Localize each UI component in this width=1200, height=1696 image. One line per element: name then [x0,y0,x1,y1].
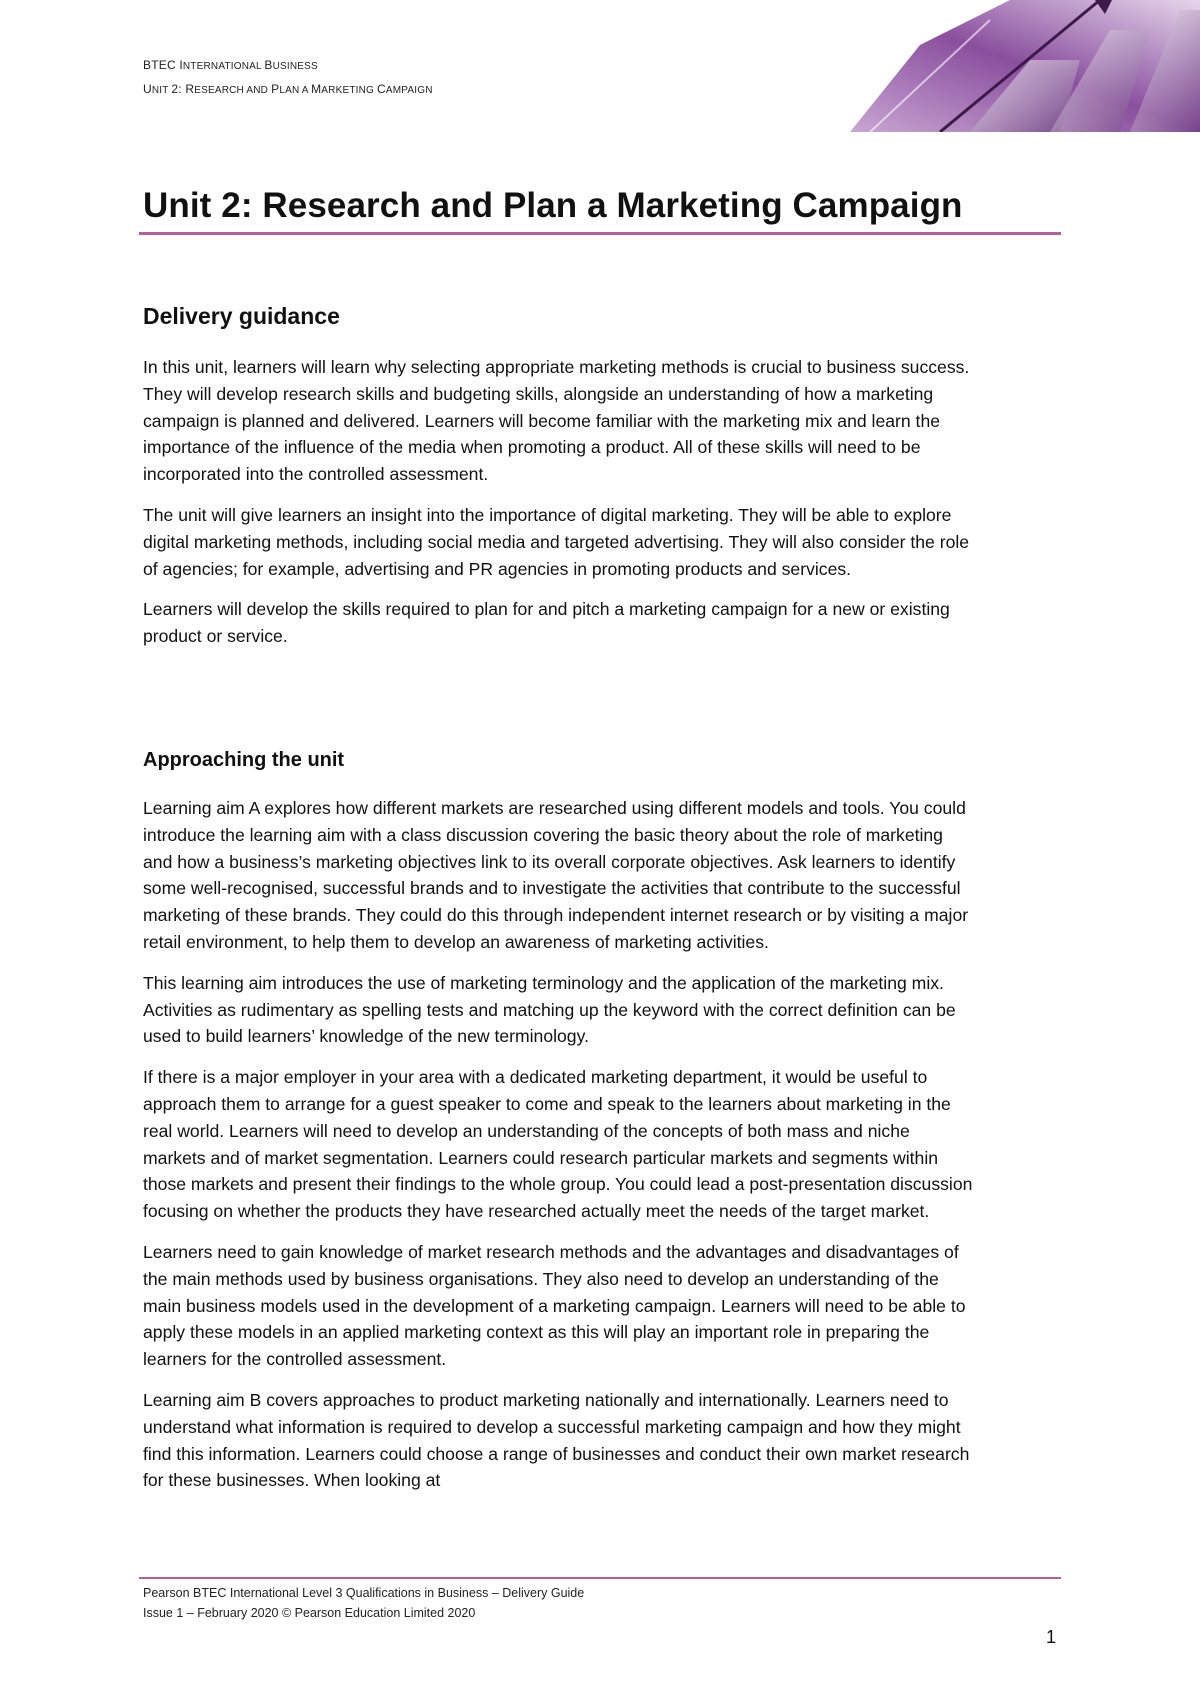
header-part: BTEC [143,58,180,72]
header-part: NTERNATIONAL [182,61,265,72]
header-part: 2: [171,82,186,96]
section-heading-delivery: Delivery guidance [143,303,340,329]
footer-rule [139,1577,1061,1579]
running-header-unit [143,82,433,96]
body-paragraph: Learners need to gain knowledge of market research methods and the advantages and disadvantages of the main methods used by business organisations. They also need to develop an understanding of the main business models used in the development of a marketing campaign. Learners will need to be able to apply these models in an applied marketing context as this will play an important role in preparing the learners for the controlled assessment. [143,1241,966,1370]
header-part: ARKETING [321,85,377,96]
footer-issue: Issue 1 – February 2020 © Pearson Education Limited 2020 [143,1606,476,1620]
delivery-guidance-heading-wrap [143,303,973,330]
header-part: B [264,58,273,72]
header-part: R [185,82,195,96]
page-number: 1 [1046,1627,1057,1647]
approaching-unit-heading-wrap [143,749,973,772]
header-part: U [143,82,152,96]
header-part: NIT [151,85,172,96]
body-paragraph: Learning aim B covers approaches to product marketing nationally and internationally. Learners need to understand what information is required to develop a successful marketing campaign and how they might find this information. Learners could choose a range of businesses and conduct their own market research for these businesses. When looking at [143,1389,970,1491]
header-part: USINESS [272,61,318,72]
header-part: M [311,82,322,96]
approaching-unit-body [143,795,973,1494]
corner-decoration-graphic [850,0,1200,132]
body-paragraph: Learning aim A explores how different markets are researched using different models and tools. You could introduce the learning aim with a class discussion covering the basic theory about the role of marketing and how a business’s marketing objectives link to its overall corporate objectives. Ask learners to identify some well-recognised, successful brands and to investigate the activities that contribute to the successful marketing of these brands. They could do this through independent internet research or by visiting a major retail environment, to help them to develop an awareness of marketing activities. [143,798,969,952]
body-paragraph: In this unit, learners will learn why selecting appropriate marketing methods is crucial to business success. They will develop research skills and budgeting skills, alongside an understanding of how a marketing campaign is planned and delivered. Learners will become familiar with the marketing mix and learn the importance of the influence of the media when promoting a product. All of these skills will need to be incorporated into the controlled assessment. [143,357,970,485]
header-part: LAN A [279,85,312,96]
delivery-guidance-body [143,354,973,650]
header-part: AMPAIGN [385,85,433,96]
section-heading-approach: Approaching the unit [143,749,345,771]
body-paragraph: This learning aim introduces the use of marketing terminology and the application of the marketing mix. Activities as rudimentary as spelling tests and matching up the keyword with the correct definition can be used to build learners’ knowledge of the new terminology. [143,972,956,1047]
title-underline-rule [139,232,1061,235]
header-part: ESEARCH AND [194,85,272,96]
footer-qualification: Pearson BTEC International Level 3 Qualifications in Business – Delivery Guide [143,1586,585,1600]
running-header-series [143,58,318,72]
header-part: I [179,58,183,72]
body-paragraph: Learners will develop the skills required to plan for and pitch a marketing campaign for a new or existing product or service. [143,599,950,647]
body-paragraph: The unit will give learners an insight into the importance of digital marketing. They will be able to explore digital marketing methods, including social media and targeted advertising. They will also consider the role of agencies; for example, advertising and PR agencies in promoting products and services. [143,504,970,579]
body-paragraph: If there is a major employer in your area with a dedicated marketing department, it would be useful to approach them to arrange for a guest speaker to come and speak to the learners about marketing in the real world. Learners will need to develop an understanding of the concepts of both mass and niche markets and of market segmentation. Learners could research particular markets and segments within those markets and present their findings to the whole group. You could lead a post-presentation discussion focusing on whether the products they have researched actually meet the needs of the target market. [143,1067,973,1222]
header-part: P [271,82,280,96]
page-title: Unit 2: Research and Plan a Marketing Campaign [143,186,963,225]
header-part: C [377,82,386,96]
